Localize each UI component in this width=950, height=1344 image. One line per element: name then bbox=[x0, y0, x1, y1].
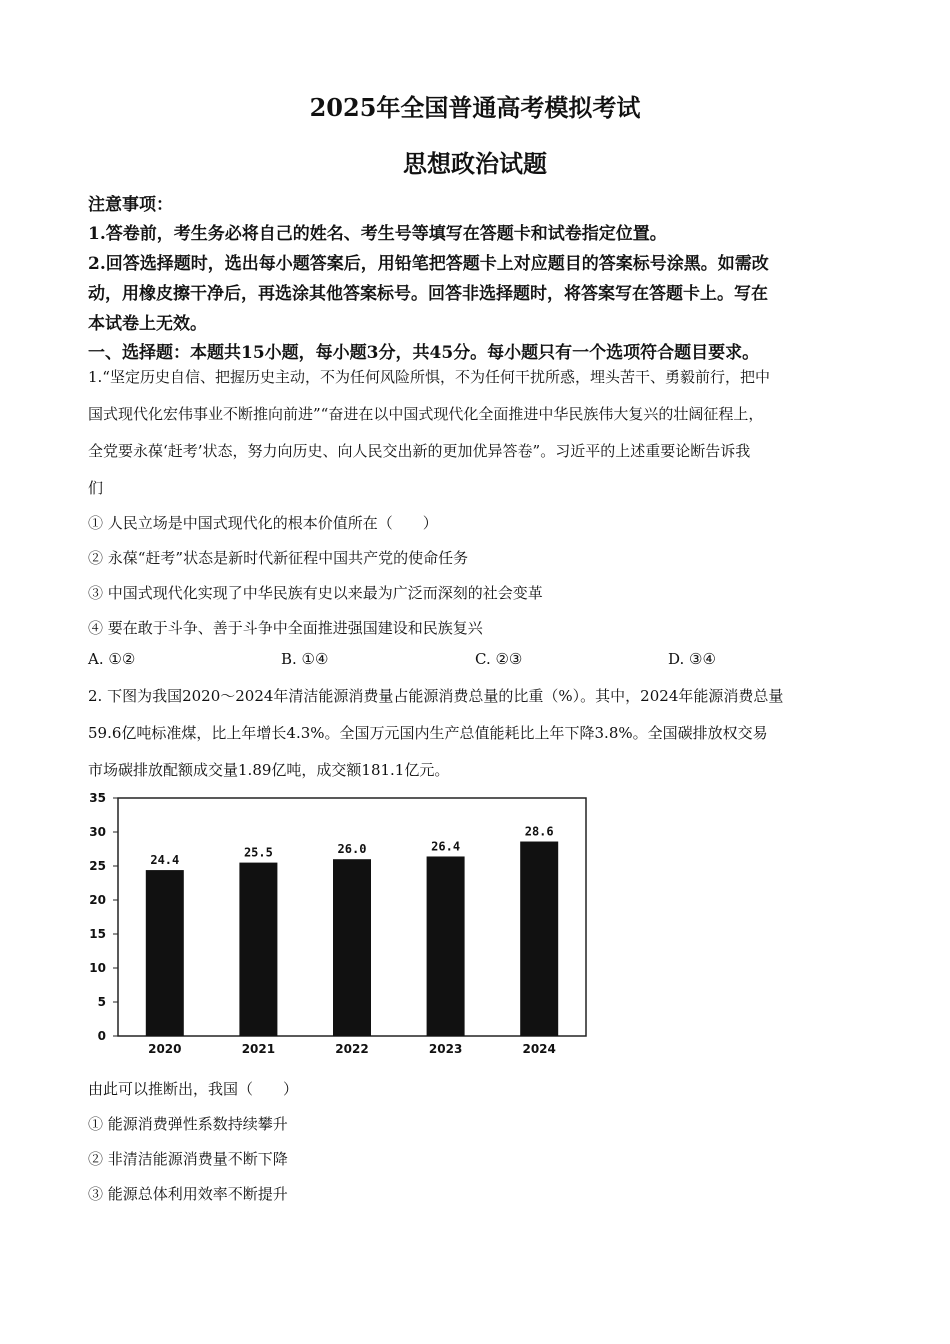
x-tick-label-2022: 2022 bbox=[335, 1042, 369, 1056]
y-tick-label: 5 bbox=[97, 995, 106, 1009]
bar-2024 bbox=[520, 842, 558, 1036]
bar-2020 bbox=[146, 870, 184, 1036]
notice-item-1: 1.答卷前，考生务必将自己的姓名、考生号等填写在答题卡和试卷指定位置。 bbox=[88, 224, 667, 244]
q1-choice-d: D. ③④ bbox=[668, 650, 716, 668]
x-tick-label-2024: 2024 bbox=[522, 1042, 556, 1056]
clean-energy-bar-chart bbox=[80, 786, 600, 1066]
data-label-2020: 24.4 bbox=[150, 853, 180, 868]
y-tick-label: 25 bbox=[89, 859, 106, 873]
q1-choice-a: A. ①② bbox=[88, 650, 136, 668]
q2-stem-line-2: 59.6亿吨标准煤，比上年增长4.3%。全国万元国内生产总值能耗比上年下降3.8%。全国碳排放权交易 bbox=[88, 724, 768, 742]
q2-stem-line-1: 2. 下图为我国2020～2024年清洁能源消费量占能源消费总量的比重（%）。其中，2024年能源消费总量 bbox=[88, 687, 784, 705]
q2-stem-line-3: 市场碳排放配额成交量1.89亿吨，成交额181.1亿元。 bbox=[88, 761, 450, 779]
q2-statement-2: ② 非清洁能源消费量不断下降 bbox=[88, 1150, 288, 1168]
data-label-2023: 26.4 bbox=[431, 839, 461, 854]
notice-item-2-line-1: 2.回答选择题时，选出每小题答案后，用铅笔把答题卡上对应题目的答案标号涂黑。如需改 bbox=[88, 254, 769, 274]
q1-statement-2: ② 永葆“赶考”状态是新时代新征程中国共产党的使命任务 bbox=[88, 549, 469, 567]
y-tick-label: 20 bbox=[89, 893, 106, 907]
x-tick-label-2021: 2021 bbox=[241, 1042, 276, 1056]
section-heading: 一、选择题：本题共15小题，每小题3分，共45分。每小题只有一个选项符合题目要求。 bbox=[88, 343, 760, 363]
x-tick-label-2020: 2020 bbox=[148, 1042, 182, 1056]
notice-heading: 注意事项： bbox=[88, 195, 173, 215]
page-subtitle: 思想政治试题 bbox=[403, 149, 547, 178]
y-tick-label: 30 bbox=[89, 825, 106, 839]
notice-item-2-line-2: 动，用橡皮擦干净后，再选涂其他答案标号。回答非选择题时，将答案写在答题卡上。写在 bbox=[88, 284, 768, 304]
q1-statement-3: ③ 中国式现代化实现了中华民族有史以来最为广泛而深刻的社会变革 bbox=[88, 584, 543, 602]
q1-statement-1: ① 人民立场是中国式现代化的根本价值所在（ ） bbox=[88, 514, 438, 532]
bar-2022 bbox=[333, 859, 371, 1036]
q2-statement-1: ① 能源消费弹性系数持续攀升 bbox=[88, 1115, 288, 1133]
y-tick-label: 35 bbox=[89, 791, 106, 805]
q1-choice-c: C. ②③ bbox=[475, 650, 523, 668]
q2-statement-3: ③ 能源总体利用效率不断提升 bbox=[88, 1185, 288, 1203]
data-label-2021: 25.5 bbox=[243, 845, 273, 860]
q1-stem-line-3: 全党要永葆‘赶考’状态，努力向历史、向人民交出新的更加优异答卷”。习近平的上述重要论断告诉我 bbox=[88, 442, 751, 460]
bar-2021 bbox=[239, 863, 277, 1036]
data-label-2022: 26.0 bbox=[337, 842, 367, 857]
y-tick-label: 10 bbox=[89, 961, 106, 975]
q2-prompt: 由此可以推断出，我国（ ） bbox=[88, 1080, 299, 1098]
bar-2023 bbox=[427, 856, 465, 1036]
q1-statement-4: ④ 要在敢于斗争、善于斗争中全面推进强国建设和民族复兴 bbox=[88, 619, 483, 637]
y-tick-label: 0 bbox=[97, 1029, 106, 1043]
q1-stem-line-4: 们 bbox=[88, 479, 104, 497]
y-tick-label: 15 bbox=[89, 927, 106, 941]
q1-choice-b: B. ①④ bbox=[281, 650, 329, 668]
page-title: 2025年全国普通高考模拟考试 bbox=[309, 93, 641, 122]
data-label-2024: 28.6 bbox=[524, 824, 554, 839]
q1-stem-line-1: 1.“坚定历史自信、把握历史主动，不为任何风险所惧，不为任何干扰所惑，埋头苦干、勇毅前行，把中 bbox=[88, 368, 770, 386]
q1-stem-line-2: 国式现代化宏伟事业不断推向前进”“奋进在以中国式现代化全面推进中华民族伟大复兴的壮阔征程上， bbox=[88, 405, 764, 423]
notice-item-2-line-3: 本试卷上无效。 bbox=[88, 314, 207, 334]
x-tick-label-2023: 2023 bbox=[428, 1042, 463, 1056]
